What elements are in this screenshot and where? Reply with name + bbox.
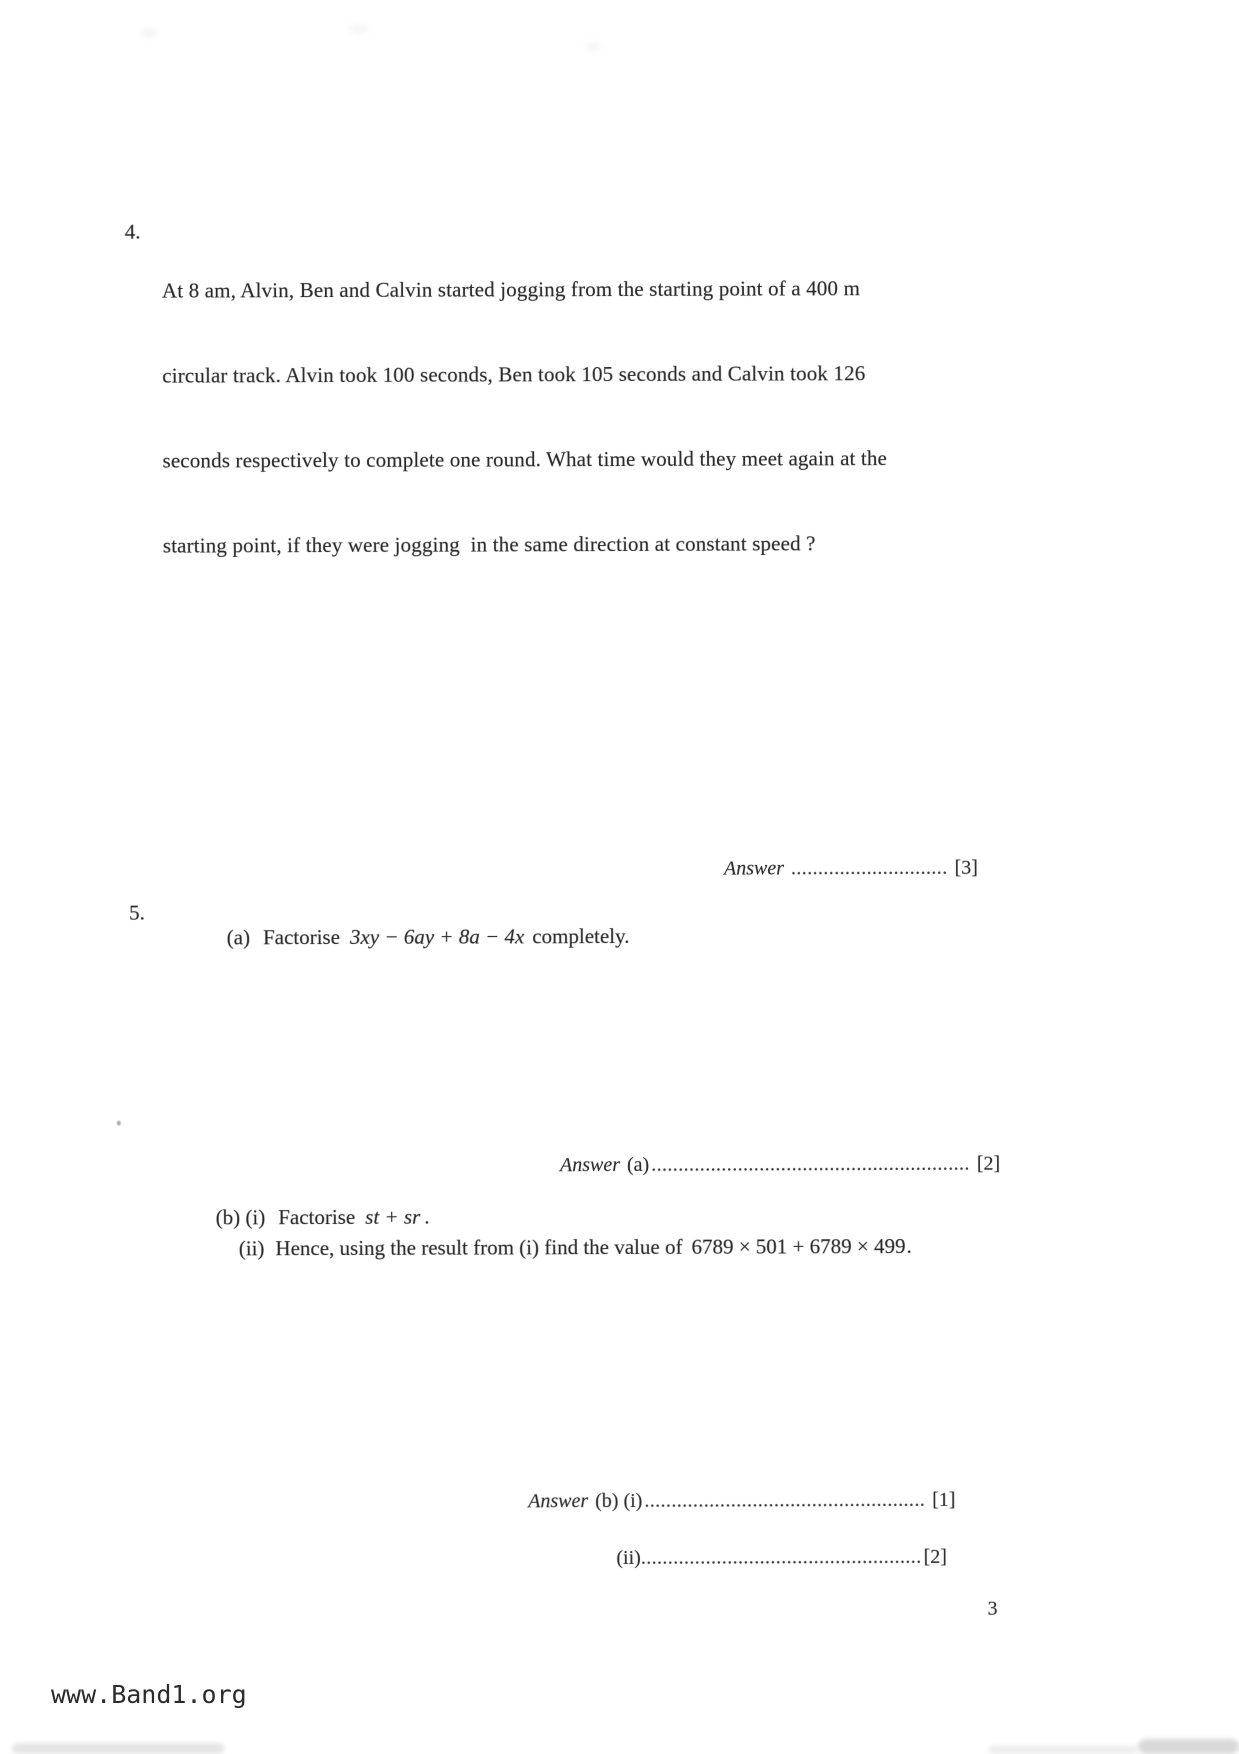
- answer-label: Answer: [723, 857, 784, 880]
- question-4-line-2: circular track. Alvin took 100 seconds, Ben took 105 seconds and Calvin took 126: [162, 361, 866, 388]
- part-b-ii-expression: 6789 × 501 + 6789 × 499: [691, 1234, 906, 1259]
- answer-dotted-line: .............................: [790, 856, 948, 880]
- answer-dotted-line: ....................................................: [640, 1545, 922, 1569]
- question-5b-ii-text: [207, 1209, 912, 1286]
- answer-marks: [2]: [976, 1152, 1001, 1175]
- footer-watermark: www.Band1.org: [51, 1680, 247, 1709]
- scan-edge-smudge: [1138, 1739, 1239, 1754]
- answer-marks: [2]: [923, 1545, 947, 1568]
- part-b-ii-tail: .: [906, 1233, 912, 1259]
- part-b-i-expression: st + sr: [365, 1204, 421, 1229]
- scan-speck: [117, 1121, 121, 1126]
- scan-edge-smudge: [988, 1746, 1138, 1754]
- question-5-number: 5.: [129, 900, 145, 925]
- scan-edge-smudge: [12, 1743, 224, 1754]
- answer-label: Answer: [559, 1154, 621, 1177]
- part-a-verb: Factorise: [262, 924, 341, 950]
- answer-part-label: (a): [626, 1153, 650, 1176]
- page-number: 3: [987, 1597, 998, 1620]
- question-4-line-4: starting point, if they were jogging in the same direction at constant speed ?: [162, 531, 816, 559]
- scan-noise: [348, 24, 370, 33]
- question-5a-text: [195, 899, 630, 976]
- part-a-label: (a): [226, 925, 251, 950]
- answer-part-label: (ii): [616, 1546, 641, 1570]
- part-b-i-verb: Factorise: [278, 1204, 356, 1230]
- part-b-ii-body: Hence, using the result from (i) find the value of: [275, 1234, 683, 1261]
- scan-noise: [585, 42, 601, 51]
- question-4-text: [162, 217, 888, 617]
- question-5a-answer-line: [530, 1130, 1000, 1201]
- question-5b-ii-answer-line: [586, 1523, 947, 1593]
- scan-noise: [140, 28, 158, 38]
- answer-dotted-line: ...........................................................: [651, 1152, 970, 1176]
- question-4-number: 4.: [124, 219, 141, 244]
- answer-part-label: (b) (i): [595, 1489, 643, 1513]
- part-a-expression: 3xy − 6ay + 8a − 4x: [349, 924, 525, 949]
- answer-dotted-line: ....................................................: [644, 1488, 926, 1512]
- answer-marks: [3]: [954, 856, 978, 879]
- question-4-line-1: At 8 am, Alvin, Ben and Calvin started jogging from the starting point of a 400 m: [161, 275, 861, 303]
- part-b-ii-label: (ii): [238, 1236, 265, 1261]
- part-b-i-label: (b) (i): [215, 1205, 266, 1230]
- answer-label: Answer: [528, 1490, 589, 1513]
- part-a-tail: completely.: [532, 923, 630, 949]
- question-4-answer-line: [694, 834, 978, 904]
- answer-marks: [1]: [932, 1488, 956, 1511]
- part-b-i-tail: .: [424, 1204, 430, 1229]
- question-4-line-3: seconds respectively to complete one round. What time would they meet again at the: [162, 446, 888, 473]
